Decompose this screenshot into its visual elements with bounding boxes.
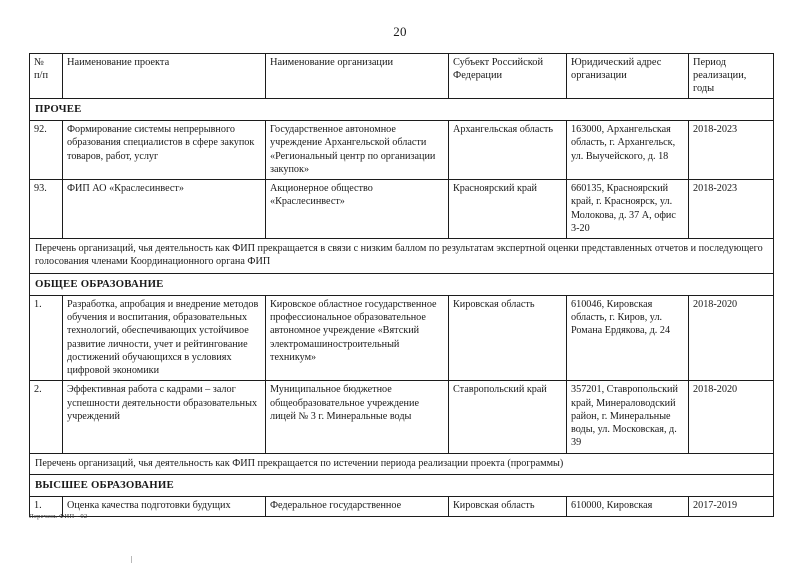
cell-organization-name: Кировское областное государственное профессиональное образовательное автономное учреждение «Вятский электромашиностроительный техникум» xyxy=(266,295,449,381)
column-header-address-line1: Юридический адрес xyxy=(571,57,662,68)
cell-number: 1. xyxy=(30,295,63,381)
table-row xyxy=(30,381,774,453)
column-header-period-line2: реализации, xyxy=(693,70,747,81)
column-header-subject xyxy=(449,54,567,99)
cell-project-name: Эффективная работа с кадрами – залог успешности деятельности образовательных учреждений xyxy=(63,381,266,453)
cell-project-name: Формирование системы непрерывного образования специалистов в сфере закупок товаров, работ, услуг xyxy=(63,121,266,180)
column-header-subject-line1: Субъект Российской xyxy=(453,57,543,68)
cell-subject: Кировская область xyxy=(449,497,567,517)
column-header-address-line2: организации xyxy=(571,70,627,81)
scan-artifact-mark xyxy=(131,556,132,563)
cell-organization-name: Муниципальное бюджетное общеобразовательное учреждение лицей № 3 г. Минеральные воды xyxy=(266,381,449,453)
cell-period: 2018-2023 xyxy=(689,121,774,180)
column-header-project-name: Наименование проекта xyxy=(63,54,266,99)
cell-number: 2. xyxy=(30,381,63,453)
cell-project-name: ФИП АО «Краслесинвест» xyxy=(63,180,266,239)
section-title-prochee: ПРОЧЕЕ xyxy=(30,99,774,121)
column-header-number-line1: № xyxy=(34,57,44,68)
column-header-number xyxy=(30,54,63,99)
cell-address: 163000, Архангельская область, г. Архангельск, ул. Выучейского, д. 18 xyxy=(567,121,689,180)
note-row-2 xyxy=(30,453,774,474)
table-row xyxy=(30,295,774,381)
column-header-address xyxy=(567,54,689,99)
cell-period: 2017-2019 xyxy=(689,497,774,517)
column-header-organization-name: Наименование организации xyxy=(266,54,449,99)
cell-address: 610000, Кировская xyxy=(567,497,689,517)
fip-registry-table xyxy=(29,53,774,517)
section-header-row-vysshee xyxy=(30,475,774,497)
page-number: 20 xyxy=(393,24,407,39)
cell-subject: Ставропольский край xyxy=(449,381,567,453)
cell-period: 2018-2023 xyxy=(689,180,774,239)
cell-organization-name: Акционерное общество «Краслесинвест» xyxy=(266,180,449,239)
column-header-number-line2: п/п xyxy=(34,70,49,81)
column-header-period-line1: Период xyxy=(693,57,727,68)
note-text-2: Перечень организаций, чья деятельность как ФИП прекращается по истечении периода реализации проекта (программы) xyxy=(30,453,774,474)
cell-organization-name: Государственное автономное учреждение Архангельской области «Региональный центр по организации закупок» xyxy=(266,121,449,180)
cell-address: 610046, Кировская область, г. Киров, ул. Романа Ердякова, д. 24 xyxy=(567,295,689,381)
cell-period: 2018-2020 xyxy=(689,381,774,453)
cell-address: 357201, Ставропольский край, Минераловодский район, г. Минеральные воды, ул. Московская, д. 39 xyxy=(567,381,689,453)
footer-note: Перечень ФИП - 02 xyxy=(29,513,88,520)
table-row xyxy=(30,180,774,239)
column-header-period xyxy=(689,54,774,99)
cell-subject: Кировская область xyxy=(449,295,567,381)
cell-organization-name: Федеральное государственное xyxy=(266,497,449,517)
table-body xyxy=(30,99,774,517)
note-text-1: Перечень организаций, чья деятельность как ФИП прекращается в связи с низким баллом по результатам экспертной оценки представленных отчетов и последующего голосования членами Координационного органа ФИП xyxy=(30,239,774,274)
cell-address: 660135, Красноярский край, г. Красноярск, ул. Молокова, д. 37 А, офис 3-20 xyxy=(567,180,689,239)
cell-number: 1. xyxy=(30,497,63,517)
note-row-1 xyxy=(30,239,774,274)
column-header-period-line3: годы xyxy=(693,83,715,94)
cell-number: 92. xyxy=(30,121,63,180)
table-header xyxy=(30,54,774,99)
cell-subject: Архангельская область xyxy=(449,121,567,180)
section-title-obshchee: ОБЩЕЕ ОБРАЗОВАНИЕ xyxy=(30,273,774,295)
section-header-row-prochee xyxy=(30,99,774,121)
cell-project-name: Разработка, апробация и внедрение методов обучения и воспитания, образовательных технологий, обеспечивающих устойчивое развитие личности, учет и рейтингование достижений обучающихся в условиях цифровой экономики xyxy=(63,295,266,381)
table-row xyxy=(30,497,774,517)
table-header-row xyxy=(30,54,774,99)
section-header-row-obshchee xyxy=(30,273,774,295)
section-title-vysshee: ВЫСШЕЕ ОБРАЗОВАНИЕ xyxy=(30,475,774,497)
cell-period: 2018-2020 xyxy=(689,295,774,381)
cell-subject: Красноярский край xyxy=(449,180,567,239)
table-row xyxy=(30,121,774,180)
cell-number: 93. xyxy=(30,180,63,239)
cell-project-name: Оценка качества подготовки будущих xyxy=(63,497,266,517)
column-header-subject-line2: Федерации xyxy=(453,70,503,81)
